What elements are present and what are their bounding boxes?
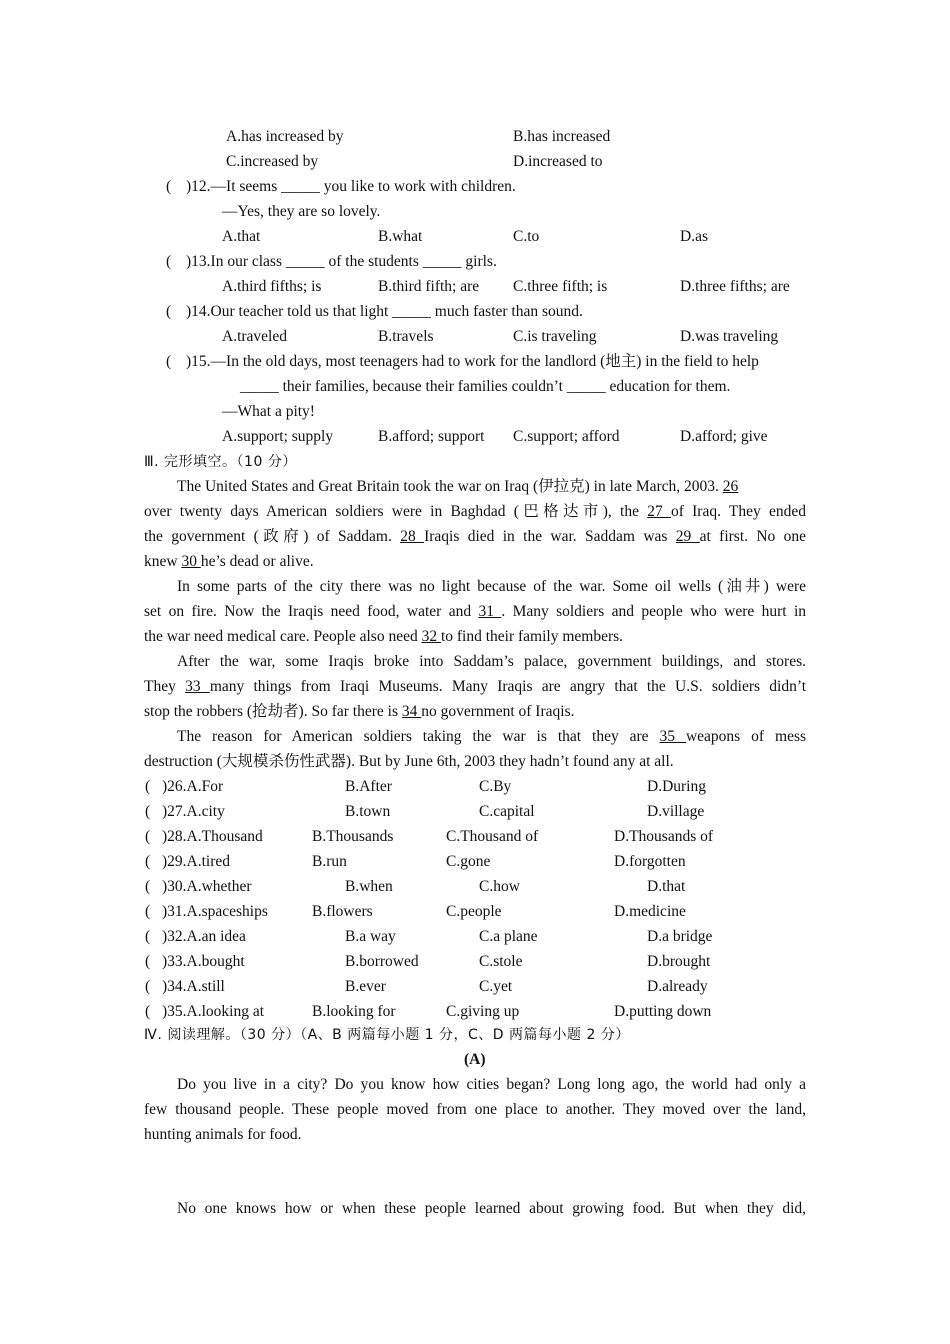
cloze-option-d: D.putting down [614,1003,712,1020]
blank-33: 33 [185,678,210,695]
cloze-option-a: )32.A.an idea [162,928,246,945]
q12-reply: —Yes, they are so lovely. [222,203,381,220]
q12-paren[interactable]: ( [166,178,172,195]
reading-a-line1: Do you live in a city? Do you know how cities began? Long long ago, the world had only a [177,1076,806,1093]
q12-option-b: B.what [378,228,423,245]
cloze-option-c: C.stole [479,953,523,970]
q14-option-d: D.was traveling [680,328,779,345]
cloze-option-b: B.looking for [312,1003,396,1020]
cloze-p1-line3: the government (政府) of Saddam. 28 Iraqis died in the war. Saddam was 29 at first. No one [144,528,807,545]
cloze-option-c: C.how [479,878,520,895]
q13-option-a: A.third fifths; is [222,278,322,295]
cloze-option-paren[interactable]: ( [145,953,151,970]
q11-option-a: A.has increased by [226,128,344,145]
cloze-option-paren[interactable]: ( [145,828,151,845]
cloze-option-a: )26.A.For [162,778,224,795]
blank-26: 26 [722,478,739,495]
cloze-option-b: B.flowers [312,903,373,920]
cloze-option-paren[interactable]: ( [145,878,151,895]
cloze-option-b: B.run [312,853,347,870]
cloze-option-c: C.people [446,903,502,920]
cloze-option-d: D.During [647,778,706,795]
cloze-option-b: B.borrowed [345,953,419,970]
q15-option-b: B.afford; support [378,428,485,445]
cloze-option-d: D.brought [647,953,711,970]
cloze-option-d: D.Thousands of [614,828,714,845]
cloze-option-a: )31.A.spaceships [162,903,268,920]
q15-option-a: A.support; supply [222,428,334,445]
cloze-option-paren[interactable]: ( [145,853,151,870]
cloze-option-paren[interactable]: ( [145,928,151,945]
blank-30: 30 [181,553,201,570]
cloze-option-c: C.capital [479,803,535,820]
q15-stem-continued: _____ their families, because their families couldn’t _____ education for them. [240,378,731,395]
reading-a-line2: few thousand people. These people moved from one place to another. They moved over the land, [144,1101,806,1118]
q14-stem: )14.Our teacher told us that light _____ much faster than sound. [186,303,583,320]
q15-paren[interactable]: ( [166,353,172,370]
cloze-option-a: )27.A.city [162,803,225,820]
blank-34: 34 [401,703,422,720]
q13-paren[interactable]: ( [166,253,172,270]
cloze-option-c: C.yet [479,978,513,995]
q12-option-c: C.to [513,228,540,245]
cloze-option-a: )34.A.still [162,978,225,995]
blank-32: 32 [421,628,441,645]
q12-option-d: D.as [680,228,708,245]
cloze-option-b: B.After [345,778,392,795]
reading-a-line3: hunting animals for food. [144,1126,302,1143]
cloze-p2-line2: set on fire. Now the Iraqis need food, water and 31 . Many soldiers and people who were hurt in [144,603,807,620]
cloze-option-b: B.town [345,803,391,820]
cloze-option-d: D.medicine [614,903,686,920]
cloze-option-d: D.village [647,803,705,820]
q12-option-a: A.that [222,228,261,245]
cloze-option-b: B.when [345,878,393,895]
q12-stem: )12.—It seems _____ you like to work with children. [186,178,516,195]
section-4-heading: Ⅳ. 阅读理解。（30 分）（A、B 两篇每小题 1 分，C、D 两篇每小题 2 分） [144,1027,630,1043]
cloze-p1-line1: The United States and Great Britain took the war on Iraq (伊拉克) in late March, 2003. 26 [177,478,739,495]
q13-stem: )13.In our class _____ of the students _____ girls. [186,253,497,270]
cloze-option-c: C.giving up [446,1003,520,1020]
cloze-option-b: B.ever [345,978,386,995]
cloze-option-c: C.gone [446,853,491,870]
cloze-option-c: C.Thousand of [446,828,539,845]
q11-option-c: C.increased by [226,153,319,170]
cloze-option-paren[interactable]: ( [145,978,151,995]
cloze-option-d: D.that [647,878,686,895]
cloze-option-paren[interactable]: ( [145,778,151,795]
cloze-option-b: B.a way [345,928,396,945]
cloze-option-a: )33.A.bought [162,953,245,970]
cloze-p2-line1: In some parts of the city there was no light because of the war. Some oil wells (油井) were [177,578,806,595]
cloze-option-a: )30.A.whether [162,878,252,895]
blank-35: 35 [659,728,686,745]
blank-28: 28 [400,528,425,545]
reading-a-line4: No one knows how or when these people learned about growing food. But when they did, [177,1200,806,1217]
cloze-option-paren[interactable]: ( [145,903,151,920]
cloze-option-c: C.By [479,778,512,795]
blank-29: 29 [675,528,700,545]
cloze-option-d: D.already [647,978,708,995]
cloze-option-paren[interactable]: ( [145,803,151,820]
cloze-p3-line3: stop the robbers (抢劫者). So far there is 34 no government of Iraqis. [144,703,575,720]
q15-reply: —What a pity! [222,403,315,420]
cloze-option-d: D.forgotten [614,853,686,870]
q11-option-b: B.has increased [513,128,611,145]
q11-option-d: D.increased to [513,153,603,170]
cloze-option-a: )29.A.tired [162,853,231,870]
blank-27: 27 [647,503,671,520]
cloze-p1-line4: knew 30 he’s dead or alive. [144,553,314,570]
blank-31: 31 [478,603,502,620]
q14-option-a: A.traveled [222,328,287,345]
cloze-p1-line2: over twenty days American soldiers were in Baghdad (巴格达市), the 27 of Iraq. They ended [144,503,807,520]
cloze-p2-line3: the war need medical care. People also need 32 to find their family members. [144,628,624,645]
cloze-option-a: )28.A.Thousand [162,828,263,845]
q13-option-b: B.third fifth; are [378,278,480,295]
q15-option-d: D.afford; give [680,428,768,445]
cloze-option-a: )35.A.looking at [162,1003,265,1020]
q14-option-b: B.travels [378,328,434,345]
passage-a-title: (A) [464,1051,486,1068]
cloze-p4-line2: destruction (大规模杀伤性武器). But by June 6th, 2003 they hadn’t found any at all. [144,753,674,770]
q14-option-c: C.is traveling [513,328,597,345]
q15-option-c: C.support; afford [513,428,620,445]
cloze-p4-line1: The reason for American soldiers taking the war is that they are 35 weapons of mess [177,728,807,745]
q13-option-d: D.three fifths; are [680,278,790,295]
cloze-p3-line2: They 33 many things from Iraqi Museums. Many Iraqis are angry that the U.S. soldiers didn’t [144,678,807,695]
q14-paren[interactable]: ( [166,303,172,320]
cloze-option-d: D.a bridge [647,928,713,945]
cloze-option-c: C.a plane [479,928,538,945]
q15-stem: )15.—In the old days, most teenagers had to work for the landlord (地主) in the field to help [186,353,759,370]
q13-option-c: C.three fifth; is [513,278,608,295]
cloze-p3-line1: After the war, some Iraqis broke into Saddam’s palace, government buildings, and stores. [177,653,806,670]
cloze-option-paren[interactable]: ( [145,1003,151,1020]
section-3-heading: Ⅲ. 完形填空。（10 分） [144,454,297,470]
cloze-option-b: B.Thousands [312,828,394,845]
